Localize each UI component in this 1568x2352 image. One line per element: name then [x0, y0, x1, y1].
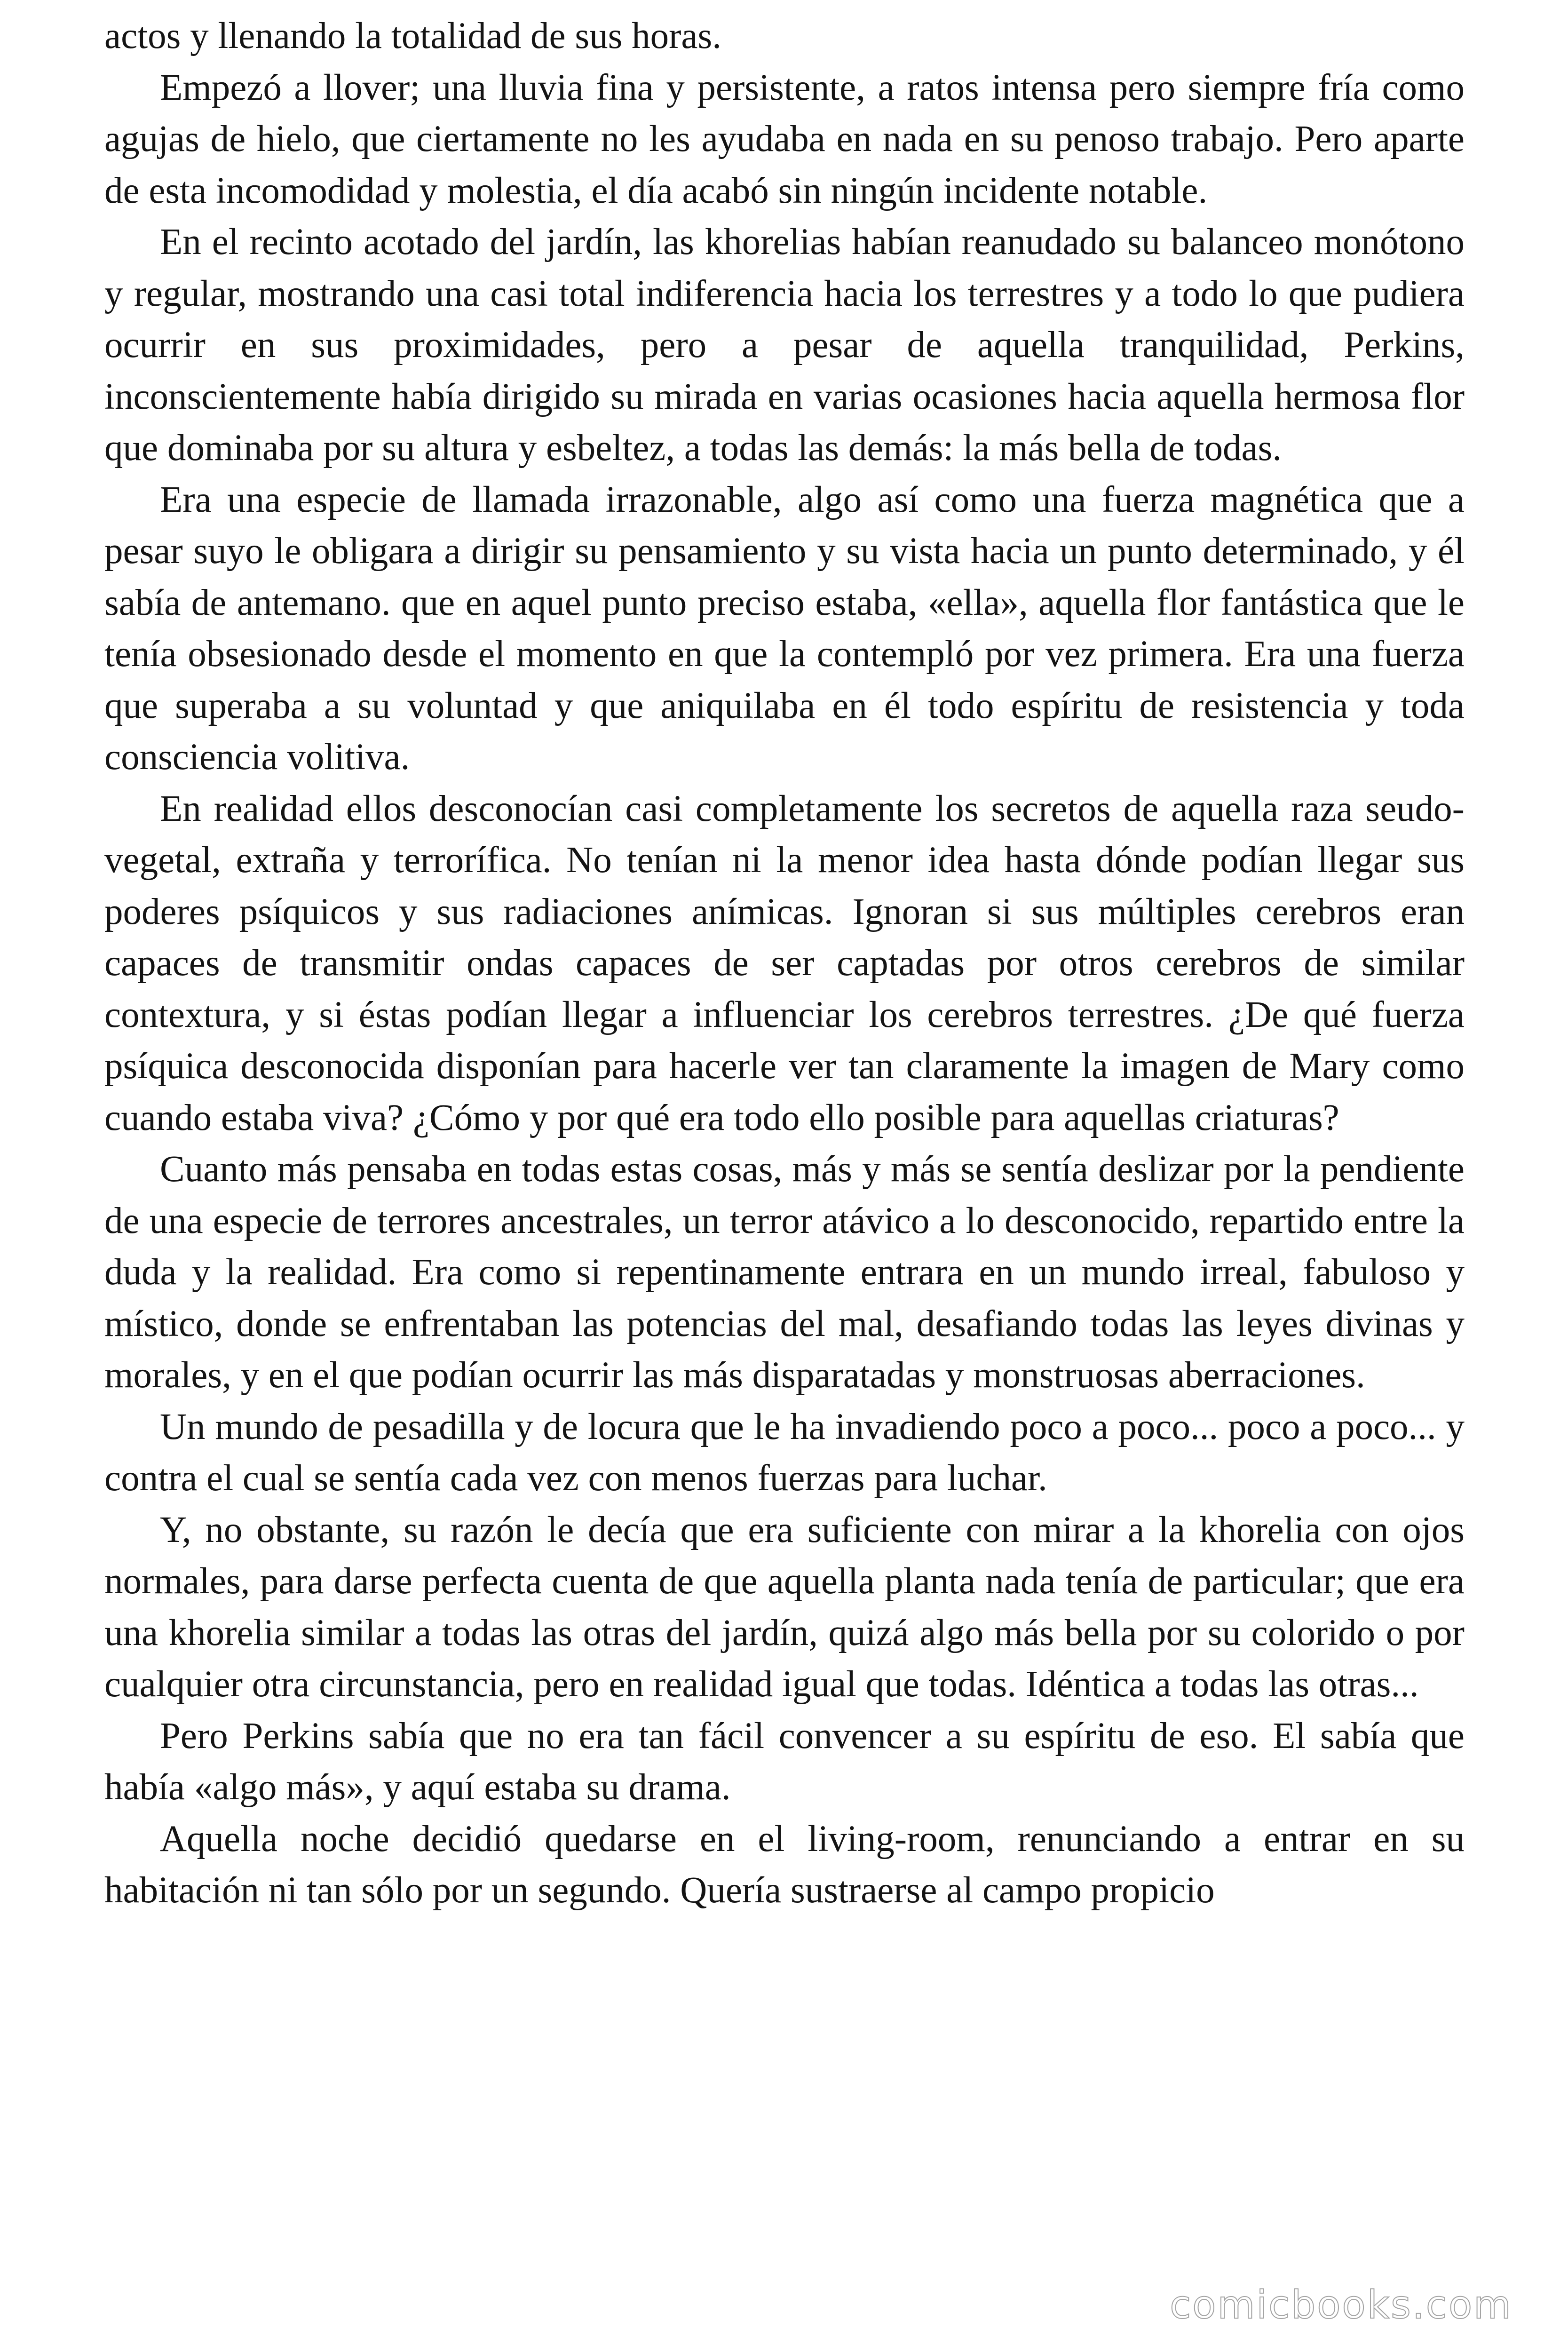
page-text	[104, 10, 1465, 1916]
paragraph: Y, no obstante, su razón le decía que era suficiente con mirar a la khorelia con ojos normales, para darse perfecta cuenta de que aquella planta nada tenía de particular; que era una khorelia similar a todas las otras del jardín, quizá algo más bella por su colorido o por cualquier otra circunstancia, pero en realidad igual que todas. Idéntica a todas las otras...	[104, 1509, 1465, 1705]
paragraph: Pero Perkins sabía que no era tan fácil convencer a su espíritu de eso. El sabía que había «algo más», y aquí estaba su drama.	[104, 1715, 1465, 1808]
paragraph: En el recinto acotado del jardín, las khorelias habían reanudado su balanceo monótono y regular, mostrando una casi total indiferencia hacia los terrestres y a todo lo que pudiera ocurrir en sus proximidades, pero a pesar de aquella tranquilidad, Perkins, inconscientemente había dirigido su mirada en varias ocasiones hacia aquella hermosa flor que dominaba por su altura y esbeltez, a todas las demás: la más bella de todas.	[104, 222, 1465, 469]
paragraph: Empezó a llover; una lluvia fina y persistente, a ratos intensa pero siempre fría como agujas de hielo, que ciertamente no les ayudaba en nada en su penoso trabajo. Pero aparte de esta incomodidad y molestia, el día acabó sin ningún incidente notable.	[104, 67, 1465, 211]
paragraph: En realidad ellos desconocían casi completamente los secretos de aquella raza seudo-vegetal, extraña y terrorífica. No tenían ni la menor idea hasta dónde podían llegar sus poderes psíquicos y sus radiaciones anímicas. Ignoran si sus múltiples cerebros eran capaces de transmitir ondas capaces de ser captadas por otros cerebros de similar contextura, y si éstas podían llegar a influenciar los cerebros terrestres. ¿De qué fuerza psíquica desconocida disponían para hacerle ver tan claramente la imagen de Mary como cuando estaba viva? ¿Cómo y por qué era todo ello posible para aquellas criaturas?	[104, 788, 1465, 1138]
paragraph-continuation: actos y llenando la totalidad de sus horas.	[104, 16, 721, 56]
watermark: comicbooks.com	[1170, 2283, 1513, 2328]
paragraph: Cuanto más pensaba en todas estas cosas, más y más se sentía deslizar por la pendiente de una especie de terrores ancestrales, un terror atávico a lo desconocido, repartido entre la duda y la realidad. Era como si repentinamente entrara en un mundo irreal, fabuloso y místico, donde se enfrentaban las potencias del mal, desafiando todas las leyes divinas y morales, y en el que podían ocurrir las más disparatadas y monstruosas aberraciones.	[104, 1149, 1465, 1396]
paragraph: Era una especie de llamada irrazonable, algo así como una fuerza magnética que a pesar suyo le obligara a dirigir su pensamiento y su vista hacia un punto determinado, y él sabía de antemano. que en aquel punto preciso estaba, «ella», aquella flor fantástica que le tenía obsesionado desde el momento en que la contempló por vez primera. Era una fuerza que superaba a su voluntad y que aniquilaba en él todo espíritu de resistencia y toda consciencia volitiva.	[104, 479, 1465, 778]
paragraph: Un mundo de pesadilla y de locura que le ha invadiendo poco a poco... poco a poco... y contra el cual se sentía cada vez con menos fuerzas para luchar.	[104, 1406, 1465, 1499]
paragraph: Aquella noche decidió quedarse en el living-room, renunciando a entrar en su habitación ni tan sólo por un segundo. Quería sustraerse al campo propicio	[104, 1818, 1465, 1911]
